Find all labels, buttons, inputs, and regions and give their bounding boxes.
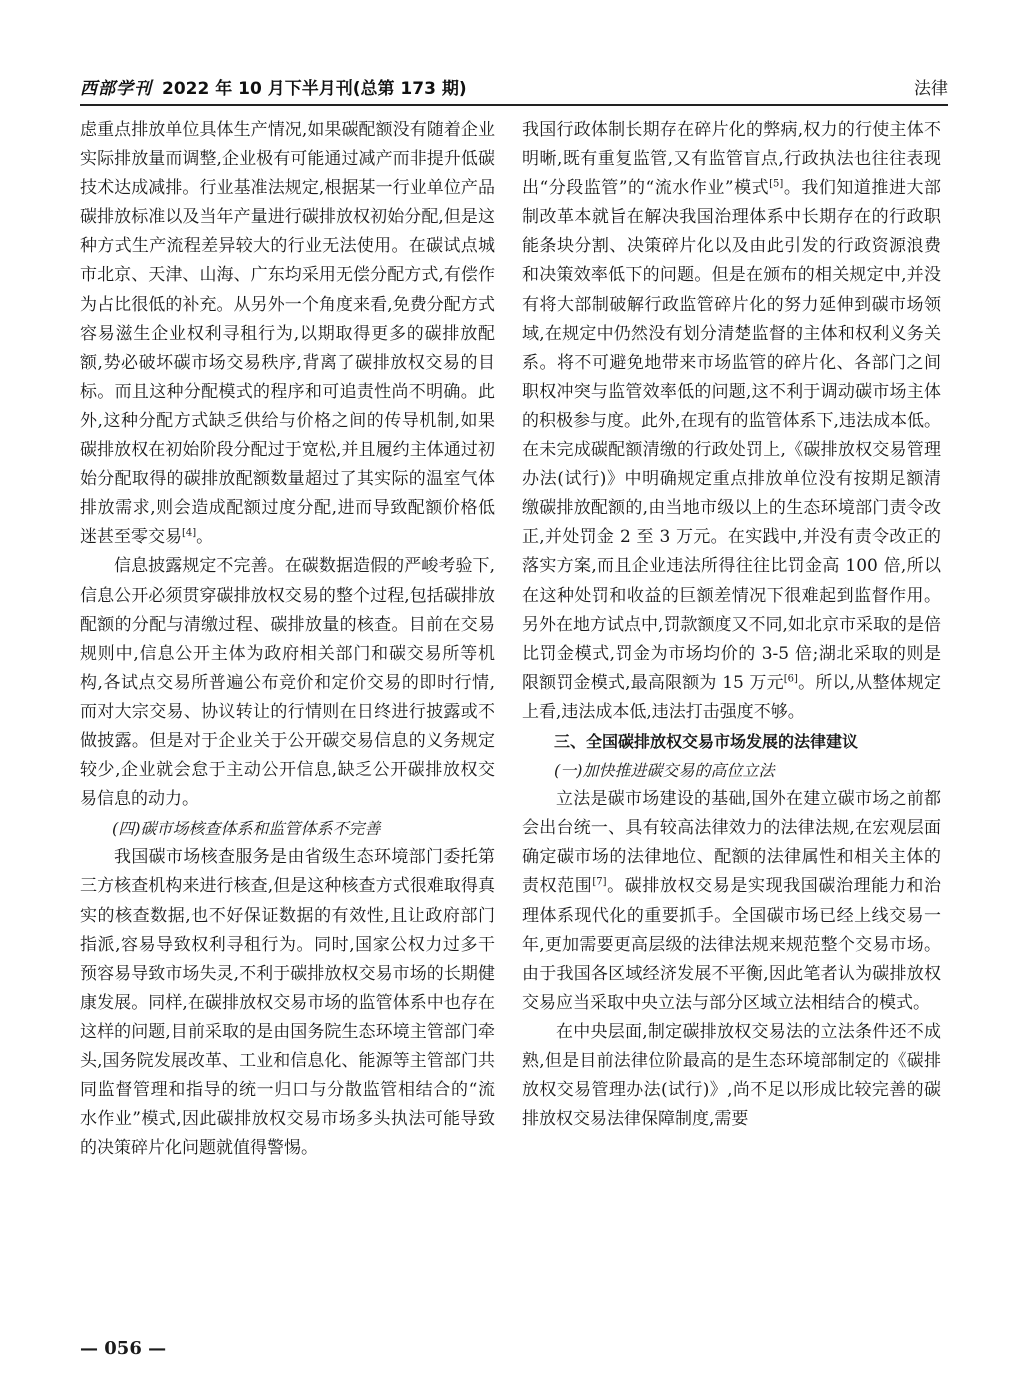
section-heading: 三、全国碳排放权交易市场发展的法律建议	[554, 731, 859, 751]
left-column	[80, 116, 495, 1163]
citation: [7]	[592, 876, 607, 888]
paragraph-text: 。我们知道推进大部制改革本就旨在解决我国治理体系中长期存在的行政职能条块分割、决策碎片化以及由此引发的行政资源浪费和决策效率低下的问题。但是在颁布的相关规定中,并没有将大部制破解行政监管碎片化的努力延伸到碳市场领域,在规定中仍然没有划分清楚监督的主体和权利义务关系。将不可避免地带来市场监管的碎片化、各部门之间职权冲突与监管效率低的问题,这不利于调动碳市场主体的积极参与度。此外,在现有的监管体系下,违法成本低。在未完成碳配额清缴的行政处罚上,《碳排放权交易管理办法(试行)》中明确规定重点排放单位没有按期足额清缴碳排放配额的,由当地市级以上的生态环境部门责令改正,并处罚金 2 至 3 万元。在实践中,并没有责令改正的落实方案,而且企业违法所得往往比罚金高 100 倍,所以在这种处罚和收益的巨额差情况下很难起到监督作用。另外在地方试点中,罚款额度又不同,如北京市采取的是倍比罚金模式,罚金为市场均价的 3-5 倍;湖北采取的则是限额罚金模式,最高限额为 15 万元	[522, 178, 941, 693]
citation: [6]	[783, 673, 798, 685]
running-header	[80, 70, 948, 104]
section-label: 法律	[914, 79, 948, 99]
page-number: — 056 —	[80, 1338, 167, 1359]
paragraph	[522, 116, 941, 727]
subsection-heading: (四)碳市场核查体系和监管体系不完善	[112, 819, 381, 839]
paragraph-text: 。	[196, 527, 214, 548]
paragraph-text: 我国行政体制长期存在碎片化的弊病,权力的行使主体不明晰,既有重复监管,又有监管盲点,行政执法也往往表现出“分段监管”的“流水作业”模式	[522, 120, 941, 199]
citation: [5]	[769, 178, 784, 190]
citation: [4]	[182, 527, 197, 539]
paragraph-text: 立法是碳市场建设的基础,国外在建立碳市场之前都会出台统一、具有较高法律效力的法律法规,在宏观层面确定碳市场的法律地位、配额的法律属性和相关主体的责权范围	[522, 789, 941, 897]
paragraph	[522, 785, 941, 1018]
paragraph: 信息披露规定不完善。在碳数据造假的严峻考验下,信息公开必须贯穿碳排放权交易的整个过程,包括碳排放配额的分配与清缴过程、碳排放量的核查。目前在交易规则中,信息公开主体为政府相关部门和碳交易所等机构,各试点交易所普遍公布竞价和定价交易的即时行情,而对大宗交易、协议转让的行情则在日终进行披露或不做披露。但是对于企业关于公开碳交易信息的义务规定较少,企业就会怠于主动公开信息,缺乏公开碳排放权交易信息的动力。	[80, 556, 495, 810]
journal-logo: 西部学刊	[80, 79, 152, 99]
issue-info: 2022 年 10 月下半月刊(总第 173 期)	[162, 79, 467, 99]
paragraph-text: 。碳排放权交易是实现我国碳治理能力和治理体系现代化的重要抓手。全国碳市场已经上线交易一年,更加需要更高层级的法律法规来规范整个交易市场。由于我国各区域经济发展不平衡,因此笔者认为碳排放权交易应当采取中央立法与部分区域立法相结合的模式。	[522, 876, 942, 1013]
right-column	[522, 116, 941, 1134]
header-rule	[80, 104, 948, 106]
subsection-heading: (一)加快推进碳交易的高位立法	[554, 761, 775, 781]
paragraph: 在中央层面,制定碳排放权交易法的立法条件还不成熟,但是目前法律位阶最高的是生态环境部制定的《碳排放权交易管理办法(试行)》,尚不足以形成比较完善的碳排放权交易法律保障制度,需要	[522, 1021, 941, 1130]
paragraph	[80, 116, 495, 552]
paragraph: 我国碳市场核查服务是由省级生态环境部门委托第三方核查机构来进行核查,但是这种核查方式很难取得真实的核查数据,也不好保证数据的有效性,且让政府部门指派,容易导致权利寻租行为。同时,国家公权力过多干预容易导致市场失灵,不利于碳排放权交易市场的长期健康发展。同样,在碳排放权交易市场的监管体系中也存在这样的问题,目前采取的是由国务院生态环境主管部门牵头,国务院发展改革、工业和信息化、能源等主管部门共同监督管理和指导的统一归口与分散监管相结合的“流水作业”模式,因此碳排放权交易市场多头执法可能导致的决策碎片化问题就值得警惕。	[80, 847, 495, 1159]
paragraph-text: 。所以,从整体规定上看,违法成本低,违法打击强度不够。	[522, 672, 942, 722]
paragraph-text: 虑重点排放单位具体生产情况,如果碳配额没有随着企业实际排放量而调整,企业极有可能通过减产而非提升低碳技术达成减排。行业基准法规定,根据某一行业单位产品碳排放标准以及当年产量进行碳排放权初始分配,但是这种方式生产流程差异较大的行业无法使用。在碳试点城市北京、天津、山海、广东均采用无偿分配方式,有偿作为占比很低的补充。从另外一个角度来看,免费分配方式容易滋生企业权利寻租行为,以期取得更多的碳排放配额,势必破坏碳市场交易秩序,背离了碳排放权交易的目标。而且这种分配模式的程序和可追责性尚不明确。此外,这种分配方式缺乏供给与价格之间的传导机制,如果碳排放权在初始阶段分配过于宽松,并且履约主体通过初始分配取得的碳排放配额数量超过了其实际的温室气体排放需求,则会造成配额过度分配,进而导致配额价格低迷甚至零交易	[80, 120, 495, 548]
